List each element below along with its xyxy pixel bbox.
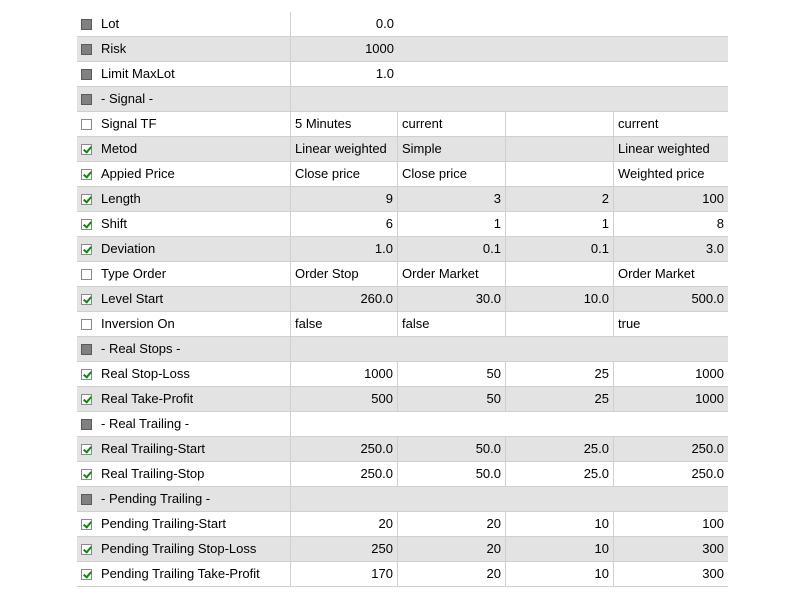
optimize-checkbox[interactable] <box>81 169 92 180</box>
parameter-row <box>77 387 728 412</box>
parameter-row <box>77 412 728 437</box>
stop-cell[interactable]: 250.0 <box>691 466 724 481</box>
value-cell[interactable]: 9 <box>291 187 398 211</box>
parameter-row <box>77 462 728 487</box>
parameter-name-cell <box>77 412 291 436</box>
stop-cell[interactable]: 250.0 <box>691 441 724 456</box>
parameter-row <box>77 87 728 112</box>
optimize-checkbox[interactable] <box>81 194 92 205</box>
parameter-row <box>77 562 728 587</box>
parameter-name-cell <box>77 487 291 511</box>
parameter-label: Shift <box>101 216 128 231</box>
optimize-checkbox[interactable] <box>81 544 92 555</box>
parameter-name-cell <box>77 312 291 336</box>
parameter-label: Level Start <box>101 291 164 306</box>
parameter-name-cell <box>77 162 291 186</box>
stop-cell[interactable] <box>614 412 728 436</box>
parameter-name-cell <box>77 562 291 586</box>
parameter-row <box>77 112 728 137</box>
parameter-name-cell <box>77 237 291 261</box>
step-cell[interactable] <box>506 37 614 61</box>
optimize-checkbox[interactable] <box>81 219 92 230</box>
start-cell[interactable] <box>398 412 506 436</box>
parameter-row <box>77 137 728 162</box>
stop-cell[interactable]: 300 <box>702 541 724 556</box>
parameter-name-cell <box>77 287 291 311</box>
value-cell[interactable]: Linear weighted <box>291 137 398 161</box>
parameter-row <box>77 162 728 187</box>
start-cell[interactable] <box>398 87 506 111</box>
parameter-name-cell <box>77 112 291 136</box>
parameter-label: - Signal - <box>101 91 154 106</box>
parameter-label: - Real Trailing - <box>101 416 190 431</box>
step-cell[interactable] <box>506 62 614 86</box>
parameter-name-cell <box>77 387 291 411</box>
stop-cell[interactable]: 100 <box>702 516 724 531</box>
optimize-checkbox[interactable] <box>81 119 92 130</box>
stop-cell[interactable]: Weighted price <box>618 166 705 181</box>
step-cell[interactable]: 10 <box>506 562 614 586</box>
parameter-label: Real Take-Profit <box>101 391 194 406</box>
parameter-label: Real Trailing-Start <box>101 441 206 456</box>
parameter-label: Limit MaxLot <box>101 66 175 81</box>
value-cell[interactable]: 250.0 <box>291 462 398 486</box>
step-cell[interactable] <box>506 87 614 111</box>
optimize-checkbox[interactable] <box>81 519 92 530</box>
start-cell[interactable]: Close price <box>398 162 506 186</box>
parameter-name-cell <box>77 37 291 61</box>
optimize-checkbox[interactable] <box>81 444 92 455</box>
step-cell[interactable]: 10 <box>506 537 614 561</box>
value-cell[interactable]: 6 <box>291 212 398 236</box>
step-cell[interactable]: 2 <box>506 187 614 211</box>
parameter-row <box>77 287 728 312</box>
stop-cell[interactable]: 1000 <box>695 366 724 381</box>
stop-cell[interactable]: current <box>618 116 659 131</box>
optimize-checkbox[interactable] <box>81 494 92 505</box>
step-cell[interactable]: 25 <box>506 387 614 411</box>
parameter-label: Real Stop-Loss <box>101 366 190 381</box>
parameter-name-cell <box>77 337 291 361</box>
parameter-row <box>77 537 728 562</box>
parameter-name-cell <box>77 262 291 286</box>
parameter-label: Metod <box>101 141 138 156</box>
optimize-checkbox[interactable] <box>81 319 92 330</box>
value-cell[interactable]: 250.0 <box>291 437 398 461</box>
parameter-name-cell <box>77 62 291 86</box>
parameter-name-cell <box>77 187 291 211</box>
parameter-label: - Real Stops - <box>101 341 181 356</box>
parameter-label: Risk <box>101 41 127 56</box>
stop-cell[interactable] <box>614 37 728 61</box>
optimize-checkbox[interactable] <box>81 394 92 405</box>
parameter-label: Appied Price <box>101 166 175 181</box>
stop-cell[interactable]: 1000 <box>695 391 724 406</box>
value-cell[interactable]: 0.0 <box>375 16 394 31</box>
start-cell[interactable] <box>398 62 506 86</box>
value-cell[interactable]: 170 <box>291 562 398 586</box>
parameter-label: Type Order <box>101 266 167 281</box>
start-cell[interactable]: 20 <box>398 512 506 536</box>
parameter-row <box>77 212 728 237</box>
start-cell[interactable]: 50 <box>398 362 506 386</box>
step-cell[interactable] <box>506 337 614 361</box>
start-cell[interactable] <box>398 12 506 36</box>
parameter-row <box>77 237 728 262</box>
stop-cell[interactable]: true <box>618 316 641 331</box>
value-cell[interactable]: Close price <box>291 162 398 186</box>
stop-cell[interactable]: 8 <box>716 216 724 231</box>
parameter-name-cell <box>77 437 291 461</box>
parameter-name-cell <box>77 362 291 386</box>
parameter-label: - Pending Trailing - <box>101 491 211 506</box>
value-cell[interactable]: 5 Minutes <box>291 112 398 136</box>
value-cell[interactable]: false <box>291 312 398 336</box>
parameter-label: Pending Trailing Take-Profit <box>101 566 260 581</box>
optimize-checkbox[interactable] <box>81 294 92 305</box>
value-cell[interactable]: 250 <box>291 537 398 561</box>
optimize-checkbox[interactable] <box>81 19 92 30</box>
step-cell[interactable]: 25 <box>506 362 614 386</box>
parameter-name-cell <box>77 137 291 161</box>
step-cell[interactable] <box>506 162 614 186</box>
parameter-name-cell <box>77 512 291 536</box>
parameter-row <box>77 437 728 462</box>
optimize-checkbox[interactable] <box>81 469 92 480</box>
parameter-label: Inversion On <box>101 316 175 331</box>
value-cell[interactable]: 1.0 <box>291 237 398 261</box>
optimize-checkbox[interactable] <box>81 569 92 580</box>
start-cell[interactable]: 20 <box>398 562 506 586</box>
parameter-label: Signal TF <box>101 116 157 131</box>
parameter-row <box>77 487 728 512</box>
start-cell[interactable]: 50.0 <box>398 437 506 461</box>
parameters-grid <box>77 12 728 587</box>
parameter-label: Lot <box>101 16 120 31</box>
value-cell[interactable]: 260.0 <box>291 287 398 311</box>
parameter-row <box>77 337 728 362</box>
start-cell[interactable] <box>398 337 506 361</box>
optimize-checkbox[interactable] <box>81 144 92 155</box>
value-cell[interactable] <box>291 337 398 361</box>
stop-cell[interactable]: 100 <box>702 191 724 206</box>
step-cell[interactable] <box>506 262 614 286</box>
parameter-name-cell <box>77 87 291 111</box>
step-cell[interactable]: 1 <box>506 212 614 236</box>
value-cell[interactable]: 20 <box>291 512 398 536</box>
stop-cell[interactable]: 500.0 <box>691 291 724 306</box>
value-cell[interactable] <box>291 412 398 436</box>
step-cell[interactable]: 10.0 <box>506 287 614 311</box>
step-cell[interactable] <box>506 487 614 511</box>
parameter-name-cell <box>77 12 291 36</box>
parameter-row <box>77 187 728 212</box>
step-cell[interactable]: 10 <box>506 512 614 536</box>
parameter-name-cell <box>77 212 291 236</box>
parameter-label: Length <box>101 191 141 206</box>
start-cell[interactable] <box>398 487 506 511</box>
step-cell[interactable] <box>506 312 614 336</box>
stop-cell[interactable] <box>614 337 728 361</box>
start-cell[interactable]: Simple <box>398 137 506 161</box>
optimize-checkbox[interactable] <box>81 419 92 430</box>
step-cell[interactable] <box>506 112 614 136</box>
start-cell[interactable]: current <box>398 112 506 136</box>
optimize-checkbox[interactable] <box>81 94 92 105</box>
start-cell[interactable]: 50 <box>398 387 506 411</box>
parameter-row <box>77 37 728 62</box>
step-cell[interactable]: 25.0 <box>506 462 614 486</box>
parameter-name-cell <box>77 537 291 561</box>
parameter-row <box>77 12 728 37</box>
step-cell[interactable] <box>506 137 614 161</box>
optimize-checkbox[interactable] <box>81 44 92 55</box>
parameter-row <box>77 362 728 387</box>
parameter-label: Deviation <box>101 241 156 256</box>
parameter-name-cell <box>77 462 291 486</box>
step-cell[interactable]: 25.0 <box>506 437 614 461</box>
optimize-checkbox[interactable] <box>81 344 92 355</box>
start-cell[interactable]: 3 <box>398 187 506 211</box>
optimize-checkbox[interactable] <box>81 269 92 280</box>
step-cell[interactable]: 0.1 <box>506 237 614 261</box>
start-cell[interactable]: 20 <box>398 537 506 561</box>
parameter-row <box>77 312 728 337</box>
value-cell[interactable] <box>291 487 398 511</box>
start-cell[interactable] <box>398 37 506 61</box>
start-cell[interactable]: 1 <box>398 212 506 236</box>
parameter-label: Pending Trailing-Start <box>101 516 227 531</box>
value-cell[interactable]: 1.0 <box>375 66 394 81</box>
parameter-row <box>77 62 728 87</box>
stop-cell[interactable]: Order Market <box>618 266 695 281</box>
start-cell[interactable]: 30.0 <box>398 287 506 311</box>
start-cell[interactable]: 50.0 <box>398 462 506 486</box>
stop-cell[interactable] <box>614 12 728 36</box>
value-cell[interactable]: Order Stop <box>291 262 398 286</box>
start-cell[interactable]: Order Market <box>398 262 506 286</box>
parameter-row <box>77 512 728 537</box>
stop-cell[interactable]: Linear weighted <box>618 141 710 156</box>
value-cell[interactable]: 1000 <box>365 41 394 56</box>
value-cell[interactable]: 1000 <box>291 362 398 386</box>
parameter-row <box>77 262 728 287</box>
optimize-checkbox[interactable] <box>81 69 92 80</box>
parameter-label: Pending Trailing Stop-Loss <box>101 541 257 556</box>
stop-cell[interactable] <box>614 87 728 111</box>
stop-cell[interactable] <box>614 62 728 86</box>
value-cell[interactable] <box>291 87 398 111</box>
step-cell[interactable] <box>506 412 614 436</box>
start-cell[interactable]: 0.1 <box>398 237 506 261</box>
value-cell[interactable]: 500 <box>291 387 398 411</box>
step-cell[interactable] <box>506 12 614 36</box>
parameter-label: Real Trailing-Stop <box>101 466 205 481</box>
stop-cell[interactable]: 300 <box>702 566 724 581</box>
stop-cell[interactable]: 3.0 <box>705 241 724 256</box>
optimize-checkbox[interactable] <box>81 369 92 380</box>
start-cell[interactable]: false <box>398 312 506 336</box>
optimize-checkbox[interactable] <box>81 244 92 255</box>
stop-cell[interactable] <box>614 487 728 511</box>
